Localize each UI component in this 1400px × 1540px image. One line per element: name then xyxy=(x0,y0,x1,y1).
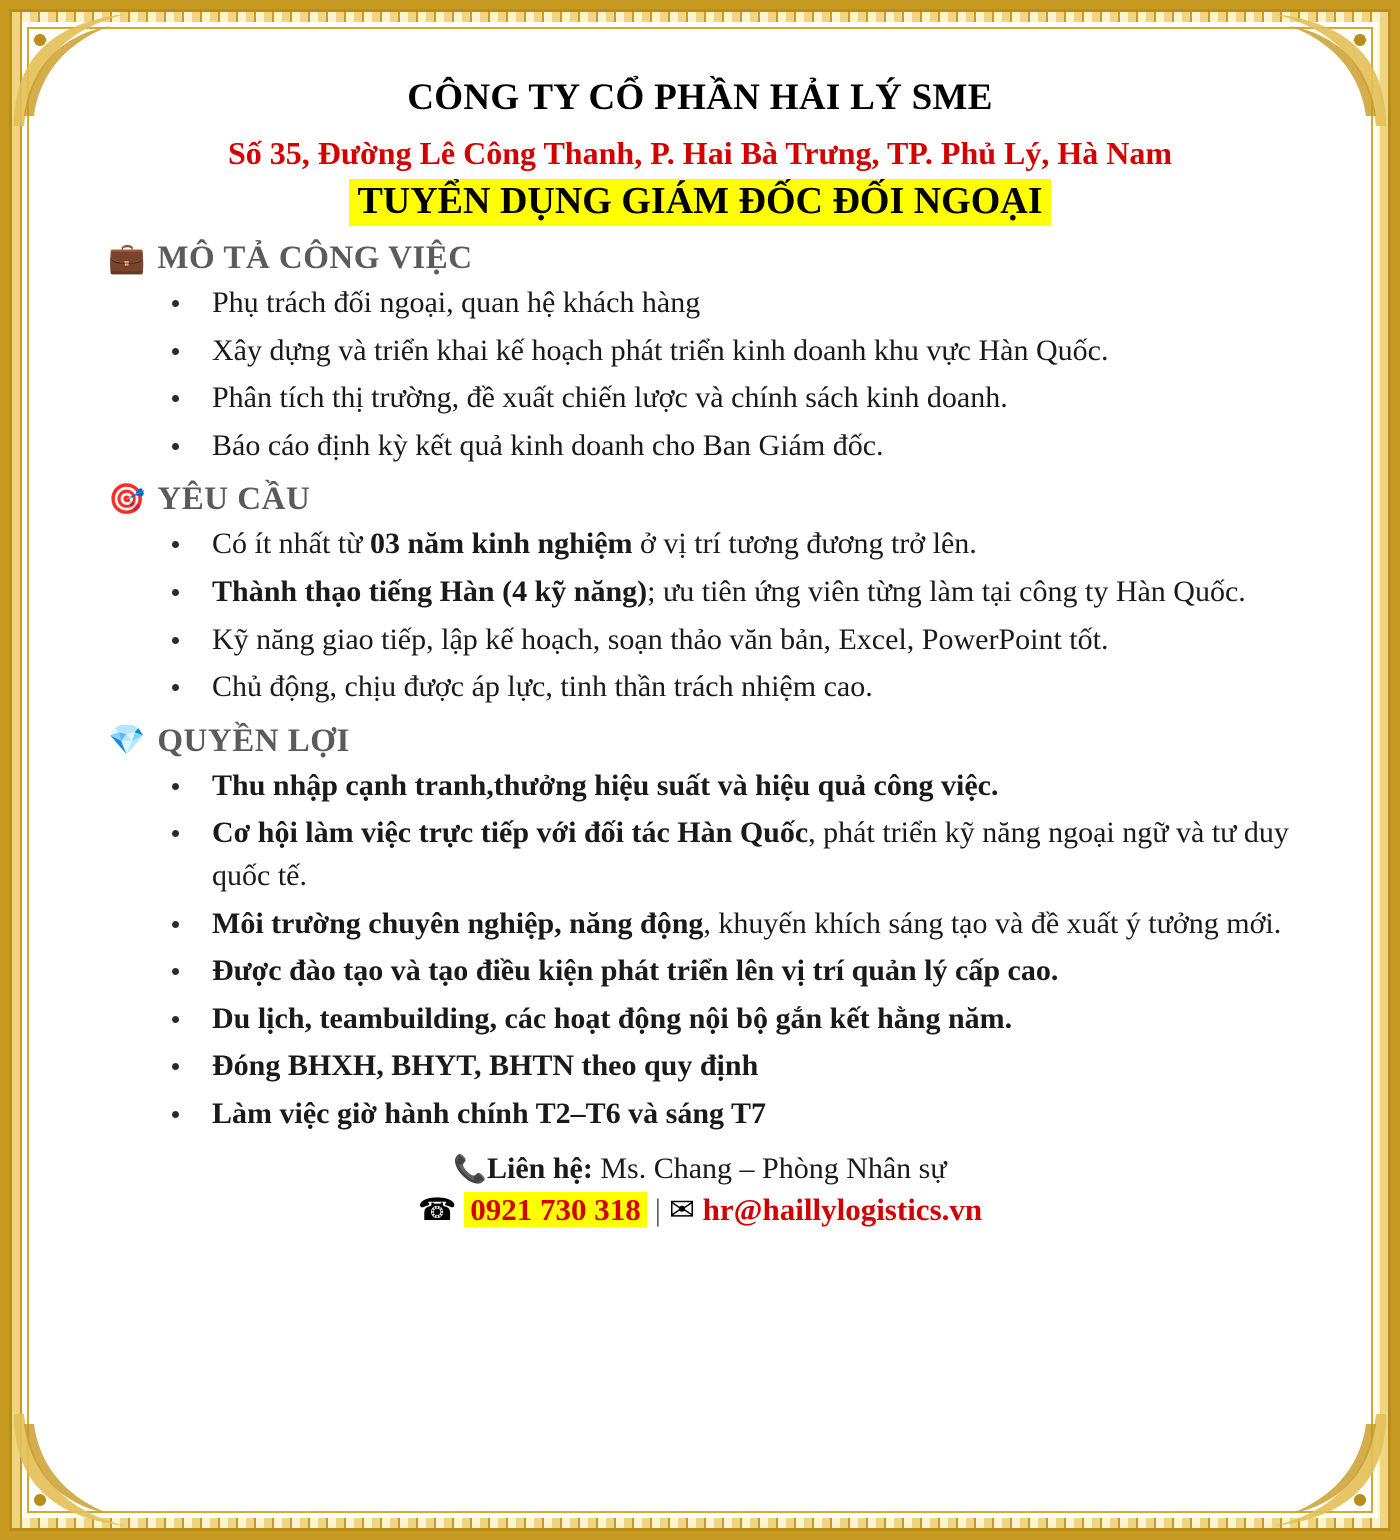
list-item xyxy=(72,1045,1328,1088)
section-title-requirements: YÊU CẦU xyxy=(157,481,311,518)
item-rest: ; ưu tiên ứng viên từng làm tại công ty Hàn Quốc. xyxy=(647,575,1246,608)
item-bold: Du lịch, teambuilding, các hoạt động nội bộ gắn kết hằng năm. xyxy=(212,1001,1013,1035)
company-name: CÔNG TY CỔ PHẦN HẢI LÝ SME xyxy=(407,77,993,118)
list-item xyxy=(72,523,1328,566)
contact-person: Ms. Chang – Phòng Nhân sự xyxy=(592,1151,947,1185)
section-header-requirements xyxy=(108,481,1328,518)
list-item xyxy=(72,812,1328,897)
item-bold: Đóng BHXH, BHYT, BHTN theo quy định xyxy=(212,1049,759,1083)
contact-label: Liên hệ: xyxy=(487,1151,593,1185)
requirements-list xyxy=(72,523,1328,708)
item-bold: Được đào tạo và tạo điều kiện phát triển lên vị trí quản lý cấp cao. xyxy=(212,954,1059,988)
telephone-icon: ☎ xyxy=(417,1191,457,1227)
contact-phone-number[interactable]: 0921 730 318 xyxy=(464,1192,647,1227)
section-header-job-description xyxy=(108,240,1328,277)
contact-details-line xyxy=(72,1192,1328,1228)
telephone-receiver-icon: 📞 xyxy=(453,1153,487,1184)
item-lead: Chủ động, chịu được áp lực, tinh thần trách nhiệm cao. xyxy=(212,670,873,704)
list-item xyxy=(72,903,1328,946)
list-item: Báo cáo định kỳ kết quả kinh doanh cho Ban Giám đốc. xyxy=(72,425,1328,468)
item-rest: ở vị trí tương đương trở lên. xyxy=(632,527,977,561)
job-description-list xyxy=(72,282,1328,467)
item-bold: Làm việc giờ hành chính T2–T6 và sáng T7 xyxy=(212,1096,766,1130)
item-rest: , phát triển kỹ năng ngoại ngữ và tư duy quốc tế. xyxy=(212,816,1289,892)
list-item xyxy=(72,666,1328,709)
benefits-list xyxy=(72,765,1328,1136)
target-icon: 🎯 xyxy=(108,482,146,516)
headline-container xyxy=(72,179,1328,226)
briefcase-icon: 💼 xyxy=(108,241,146,275)
diamond-icon: 💎 xyxy=(108,724,146,758)
item-bold: 03 năm kinh nghiệm xyxy=(369,527,633,561)
list-item xyxy=(72,619,1328,662)
list-item: Phân tích thị trường, đề xuất chiến lược và chính sách kinh doanh. xyxy=(72,377,1328,420)
poster-content xyxy=(32,32,1368,1508)
section-title-benefits: QUYỀN LỢI xyxy=(157,722,350,759)
company-address: Số 35, Đường Lê Công Thanh, P. Hai Bà Trưng, TP. Phủ Lý, Hà Nam xyxy=(227,134,1173,171)
item-bold: Cơ hội làm việc trực tiếp với đối tác Hàn Quốc xyxy=(212,816,809,850)
envelope-icon: ✉ xyxy=(668,1191,695,1227)
section-header-benefits xyxy=(108,723,1328,760)
contact-person-line xyxy=(72,1152,1328,1186)
item-rest: , khuyến khích sáng tạo và đề xuất ý tưởng mới. xyxy=(703,906,1282,940)
section-title-job-description: MÔ TẢ CÔNG VIỆC xyxy=(157,240,473,277)
list-item: Xây dựng và triển khai kế hoạch phát triển kinh doanh khu vực Hàn Quốc. xyxy=(72,330,1328,373)
list-item xyxy=(72,571,1328,614)
list-item xyxy=(72,765,1328,808)
item-bold: Môi trường chuyên nghiệp, năng động xyxy=(212,906,704,940)
list-item: Phụ trách đối ngoại, quan hệ khách hàng xyxy=(72,282,1328,325)
list-item xyxy=(72,950,1328,993)
list-item xyxy=(72,1093,1328,1136)
item-bold: Thành thạo tiếng Hàn (4 kỹ năng) xyxy=(212,575,648,608)
list-item xyxy=(72,998,1328,1041)
page-title: TUYỂN DỤNG GIÁM ĐỐC ĐỐI NGOẠI xyxy=(349,179,1050,226)
item-lead: Kỹ năng giao tiếp, lập kế hoạch, soạn thảo văn bản, Excel, PowerPoint tốt. xyxy=(212,622,1109,656)
separator: | xyxy=(654,1191,661,1227)
item-lead: Có ít nhất từ xyxy=(212,527,370,561)
contact-email[interactable]: hr@haillylogistics.vn xyxy=(702,1191,983,1227)
item-bold: Thu nhập cạnh tranh,thưởng hiệu suất và hiệu quả công việc. xyxy=(212,768,999,802)
